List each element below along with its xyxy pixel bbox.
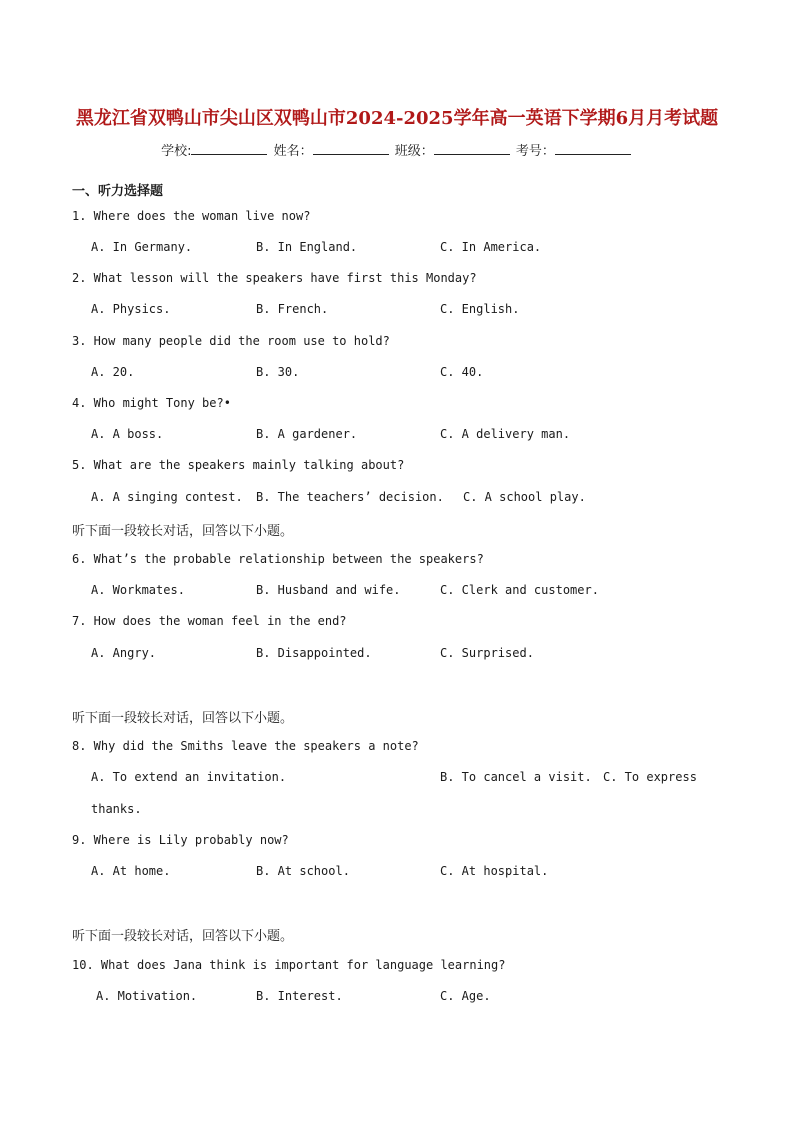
q2-option-a: A. Physics. (91, 302, 171, 316)
q2-option-c: C. English. (440, 302, 520, 316)
q8-option-c-continued: thanks. (91, 802, 142, 816)
q3-option-c: C. 40. (440, 365, 484, 379)
question-5: 5. What are the speakers mainly talking about? (72, 458, 405, 472)
question-9: 9. Where is Lily probably now? (72, 833, 289, 847)
question-7: 7. How does the woman feel in the end? (72, 614, 347, 628)
q1-option-c: C. In America. (440, 240, 542, 254)
q9-option-b: B. At school. (256, 864, 350, 878)
q7-option-c: C. Surprised. (440, 646, 534, 660)
q1-option-a: A. In Germany. (91, 240, 193, 254)
q6-option-c: C. Clerk and customer. (440, 583, 599, 597)
q8-option-c: C. To express (603, 770, 697, 784)
question-6: 6. What’s the probable relationship between the speakers? (72, 552, 484, 566)
q10-option-a: A. Motivation. (96, 989, 198, 1003)
student-info-line (0, 140, 794, 159)
q10-option-c: C. Age. (440, 989, 491, 1003)
q8-option-a: A. To extend an invitation. (91, 770, 287, 784)
q4-option-a: A. A boss. (91, 427, 164, 441)
q1-option-b: B. In England. (256, 240, 358, 254)
question-1: 1. Where does the woman live now? (72, 209, 311, 223)
q10-option-b: B. Interest. (256, 989, 343, 1003)
q6-option-a: A. Workmates. (91, 583, 185, 597)
exam-no-label: 考号： (515, 144, 555, 159)
q9-option-a: A. At home. (91, 864, 171, 878)
name-label: 姓名： (273, 144, 313, 159)
question-4: 4. Who might Tony be?• (72, 396, 231, 410)
q3-option-b: B. 30. (256, 365, 300, 379)
question-10: 10. What does Jana think is important for language learning? (72, 958, 506, 972)
exam-title: 黑龙江省双鸭山市尖山区双鸭山市2024-2025学年高一英语下学期6月月考试题 (75, 108, 719, 129)
class-blank[interactable] (434, 142, 510, 155)
section-title: 一、听力选择题 (72, 184, 164, 199)
q8-option-b: B. To cancel a visit. (440, 770, 592, 784)
dialogue-instruction-3: 听下面一段较长对话，回答以下小题。 (72, 929, 294, 944)
class-label: 班级： (394, 144, 434, 159)
q6-option-b: B. Husband and wife. (256, 583, 401, 597)
q7-option-b: B. Disappointed. (256, 646, 372, 660)
q4-option-b: B. A gardener. (256, 427, 358, 441)
school-blank[interactable] (191, 142, 267, 155)
q7-option-a: A. Angry. (91, 646, 157, 660)
question-3: 3. How many people did the room use to hold? (72, 334, 390, 348)
q5-option-b: B. The teachers’ decision. (256, 490, 444, 504)
q4-option-c: C. A delivery man. (440, 427, 571, 441)
question-8: 8. Why did the Smiths leave the speakers a note? (72, 739, 419, 753)
q2-option-b: B. French. (256, 302, 329, 316)
q5-option-c: C. A school play. (463, 490, 586, 504)
q3-option-a: A. 20. (91, 365, 135, 379)
name-blank[interactable] (313, 142, 389, 155)
school-label: 学校: (161, 144, 192, 159)
dialogue-instruction-2: 听下面一段较长对话，回答以下小题。 (72, 711, 294, 726)
q9-option-c: C. At hospital. (440, 864, 549, 878)
question-2: 2. What lesson will the speakers have first this Monday? (72, 271, 477, 285)
dialogue-instruction-1: 听下面一段较长对话，回答以下小题。 (72, 524, 294, 539)
exam-no-blank[interactable] (555, 142, 631, 155)
q5-option-a: A. A singing contest. (91, 490, 243, 504)
